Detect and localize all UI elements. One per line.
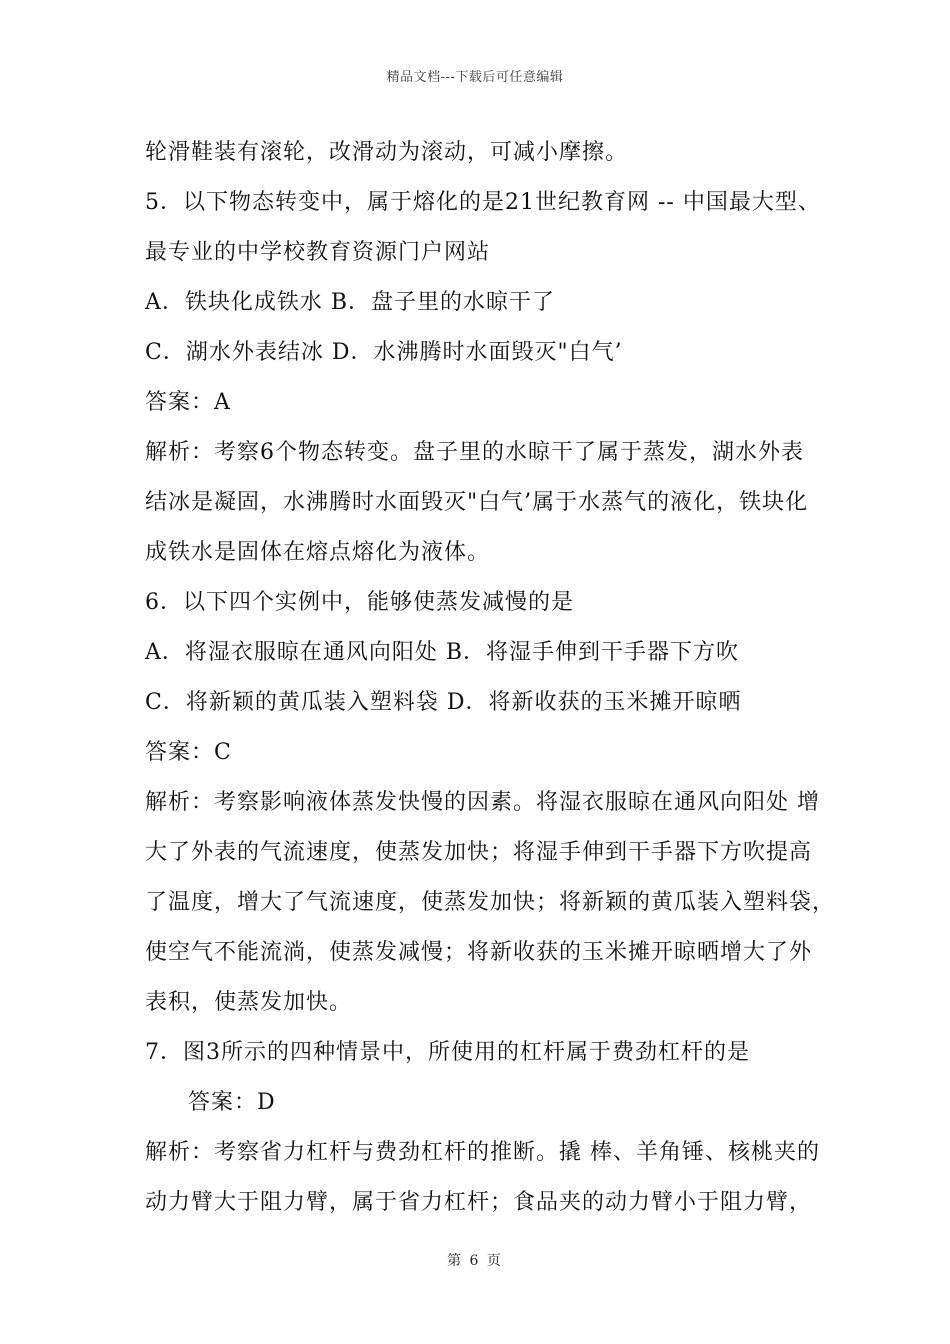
text-line: 轮滑鞋装有滚轮，改滑动为滚动，可减小摩擦。 [145,140,629,165]
text-line: 结冰是凝固，水沸腾时水面毁灭"白气’属于水蒸气的液化，铁块化 [145,490,809,515]
document-body [145,128,836,1228]
page-header: 精品文档---下载后可任意编辑 [386,70,564,85]
analysis-line: 解析：考察省力杠杆与费劲杠杆的推断。撬 棒、羊角锤、核桃夹的 [145,1140,820,1165]
analysis-line: 解析：考察影响液体蒸发快慢的因素。将湿衣服晾在通风向阳处 增 [145,790,820,815]
option-line: C．湖水外表结冰 D．水沸腾时水面毁灭"白气’ [145,340,623,365]
text-line: 动力臂大于阻力臂，属于省力杠杆；食品夹的动力臂小于阻力臂， [145,1190,813,1215]
page-number: 第 6 页 [447,1253,503,1269]
option-line: A．将湿衣服晾在通风向阳处 B．将湿手伸到干手器下方吹 [145,640,740,665]
text-line: 成铁水是固体在熔点熔化为液体。 [145,540,491,565]
text-line: 使空气不能流淌，使蒸发减慢；将新收获的玉米摊开晾晒增大了外 [145,940,813,965]
text-line: 最专业的中学校教育资源门户网站 [145,240,491,265]
text-line: 表积，使蒸发加快。 [145,990,353,1015]
answer-line: 答案：C [145,740,232,765]
question-6-line: 6．以下四个实例中，能够使蒸发减慢的是 [145,590,574,615]
analysis-line: 解析：考察6个物态转变。盘子里的水晾干了属于蒸发，湖水外表 [145,440,804,465]
option-line: A．铁块化成铁水 B．盘子里的水晾干了 [145,290,556,315]
answer-line: 答案：A [145,390,231,415]
question-5-line: 5．以下物态转变中，属于熔化的是21世纪教育网 -- 中国最大型、 [145,190,821,215]
question-7-line: 7．图3所示的四种情景中，所使用的杠杆属于费劲杠杆的是 [145,1040,750,1065]
answer-line: 答案：D [188,1090,276,1115]
text-line: 大了外表的气流速度，使蒸发加快；将湿手伸到干手器下方吹提高 [145,840,813,865]
text-line: 了温度，增大了气流速度，使蒸发加快；将新颖的黄瓜装入塑料袋， [145,890,836,915]
option-line: C．将新颖的黄瓜装入塑料袋 D．将新收获的玉米摊开晾晒 [145,690,742,715]
